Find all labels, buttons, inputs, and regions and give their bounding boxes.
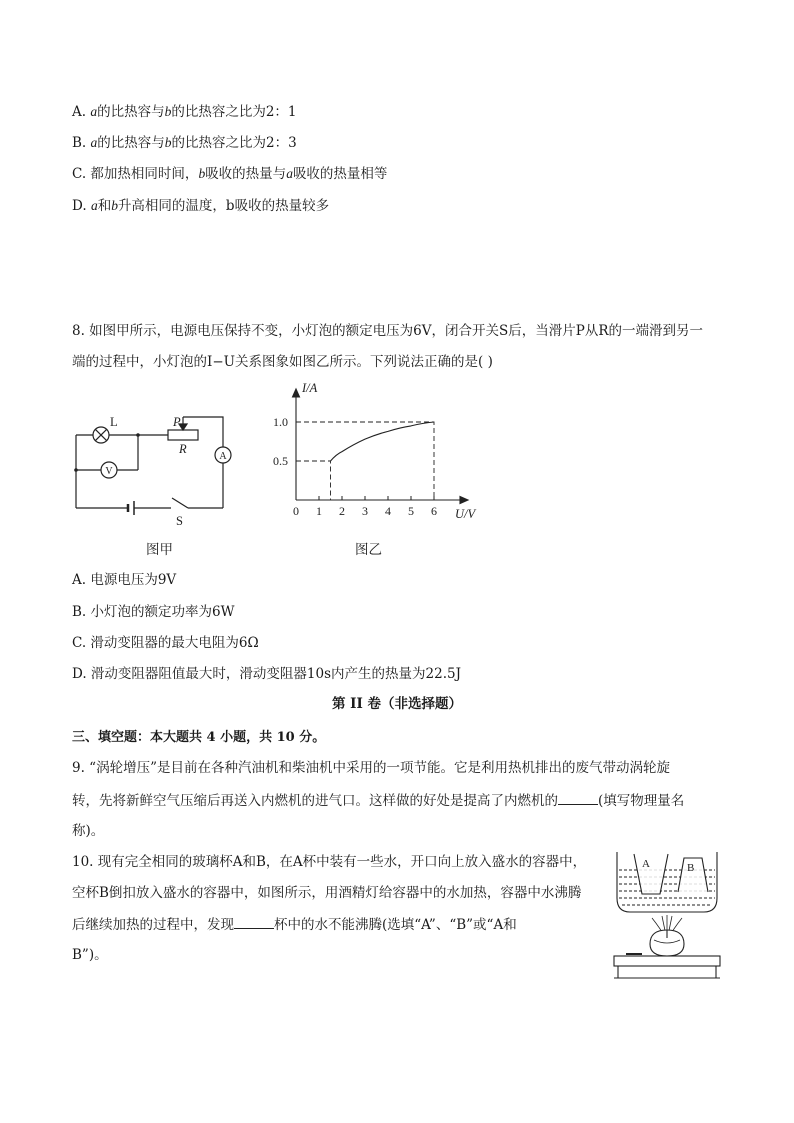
series-line: [331, 422, 435, 461]
chart-caption: 图乙: [355, 542, 382, 558]
x-tick-label: 2: [339, 504, 345, 518]
slider-label: P: [173, 415, 181, 429]
q9-answer-blank[interactable]: [558, 790, 598, 805]
x-tick-label: 1: [316, 504, 322, 518]
y-tick-label: 1.0: [273, 415, 288, 429]
part3-heading: 三、填空题：本大题共 4 小题，共 10 分。: [72, 730, 326, 745]
q8-option-a: A. 电源电压为9V: [72, 572, 177, 588]
q9-line3: 称)。: [72, 823, 105, 839]
switch-label: S: [176, 514, 183, 528]
q8-stem-line1: 8. 如图甲所示，电源电压保持不变，小灯泡的额定电压为6V，闭合开关S后，当滑片P从R的一端滑到另一: [72, 323, 704, 339]
voltmeter-label: V: [105, 466, 113, 477]
y-tick-label: 0.5: [273, 454, 288, 468]
q9-line2: 转，先将新鲜空气压缩后再送入内燃机的进气口。这样做的好处是提高了内燃机的 (填写物理量名: [72, 790, 684, 811]
cup-b-label: B: [687, 862, 695, 874]
table: [614, 956, 720, 966]
q10-figure: [612, 850, 727, 982]
x-axis-label: U/V: [455, 507, 476, 521]
y-axis-label: I/A: [302, 381, 318, 395]
x-tick-label: 6: [431, 504, 437, 518]
circuit-caption: 图甲: [146, 542, 173, 558]
q7-option-a: A. a的比热容与b的比热容之比为2：1: [72, 104, 297, 120]
q10-line3: 后继续加热的过程中，发现 杯中的水不能沸腾(选填“A”、“B”或“A和: [72, 914, 517, 935]
rheostat-label: R: [179, 442, 187, 456]
x-tick-label: 5: [408, 504, 414, 518]
q8-option-b: B. 小灯泡的额定功率为6W: [72, 604, 235, 620]
q8-option-c: C. 滑动变阻器的最大电阻为6Ω: [72, 635, 259, 651]
q9-line1: 9. “涡轮增压”是目前在各种汽油机和柴油机中采用的一项节能。它是利用热机排出的废气带动涡轮旋: [72, 760, 670, 776]
q10-answer-blank[interactable]: [234, 914, 274, 929]
guide-line: [296, 461, 331, 500]
x-tick-label: 4: [385, 504, 391, 518]
q8-stem-line2: 端的过程中，小灯泡的I−U关系图象如图乙所示。下列说法正确的是( ): [72, 354, 493, 370]
q10-line2: 空杯B倒扣放入盛水的容器中，如图所示，用酒精灯给容器中的水加热，容器中水沸腾: [72, 885, 582, 901]
q10-line4: B”)。: [72, 947, 108, 963]
cup-a: [634, 854, 668, 894]
rheostat-symbol: [168, 430, 198, 440]
q7-option-c: C. 都加热相同时间，b吸收的热量与a吸收的热量相等: [72, 166, 388, 182]
x-tick-label: 3: [362, 504, 368, 518]
cup-a-label: A: [642, 858, 650, 870]
q8-option-d: D. 滑动变阻器阻值最大时，滑动变阻器10s内产生的热量为22.5J: [72, 666, 462, 682]
q10-line1: 10. 现有完全相同的玻璃杯A和B，在A杯中装有一些水，开口向上放入盛水的容器中，: [72, 854, 587, 870]
section-title: 第 II 卷（非选择题）: [331, 696, 463, 712]
q7-option-d: D. a和b升高相同的温度，b吸收的热量较多: [72, 198, 330, 214]
iu-chart: [255, 380, 490, 525]
lamp-label: L: [110, 415, 118, 429]
switch-symbol: [172, 498, 188, 508]
x-tick-label: 0: [293, 504, 299, 518]
circuit-diagram: [60, 395, 250, 535]
ammeter-label: A: [219, 451, 227, 462]
q7-option-b: B. a的比热容与b的比热容之比为2：3: [72, 135, 297, 151]
